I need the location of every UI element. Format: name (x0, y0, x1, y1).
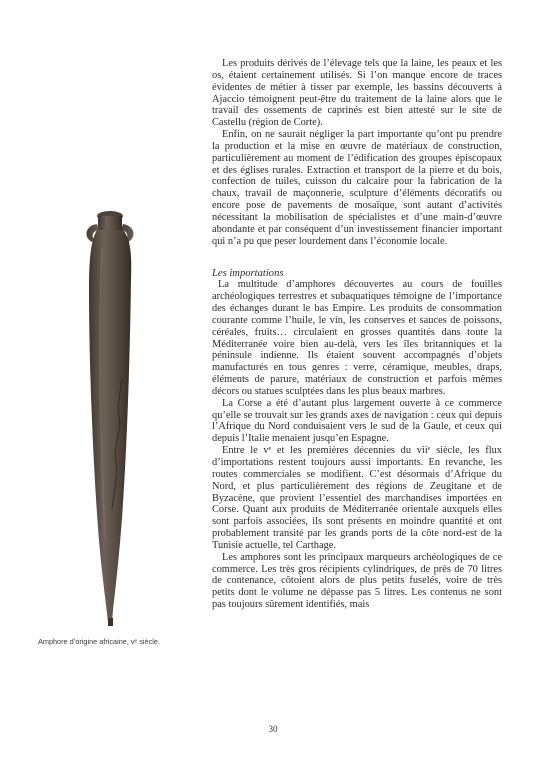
paragraph: Entre le vᵉ et les premières décennies du viiᵉ siècle, les flux d’importations restent toujours aussi importants. En revanche, les routes commerciales se modifient. C’est désormais d’Afrique du Nord, et plus particulièrement des régions de Zeugitane et de Byzacène, que provient l’essentiel des marchandises importées en Corse. Quant aux produits de Méditerranée orientale auxquels elles sont parfois associées, ils sont présents en moindre quantité et ont probablement transité par les grands ports de la côte nord-est de la Tunisie actuelle, tel Carthage. (212, 445, 502, 551)
amphora-image (70, 208, 150, 628)
text-column (212, 58, 502, 611)
page-number: 30 (268, 724, 278, 734)
figure-caption: Amphore d’origine africaine, vᵉ siècle. (38, 637, 160, 646)
amphora-figure (70, 208, 150, 628)
paragraph: La multitude d’amphores découvertes au cours de fouilles archéologiques terrestres et subaquatiques témoigne de l’importance des échanges durant le bas Empire. Les produits de consommation courante comme l’huile, le vin, les conserves et sauces de poissons, céréales, fruits… circulaient en grosses quantités dans toute la Méditerranée voire bien au-delà, vers les îles britanniques et la péninsule indienne. Ils étaient souvent accompagnés d’objets manufacturés en tous genres : verre, céramique, meubles, draps, éléments de parure, matériaux de construction et parfois mêmes décors ou statues sculptées dans les plus beaux marbres. (212, 279, 502, 397)
paragraph: Les amphores sont les principaux marqueurs archéologiques de ce commerce. Les très gros récipients cylindriques, de près de 70 litres de contenance, côtoient alors de plus petits fuselés, voire de très petits dont le volume ne dépasse pas 5 litres. Les contenus ne sont pas toujours sûrement identifiés, mais (212, 551, 502, 611)
paragraph: Les produits dérivés de l’élevage tels que la laine, les peaux et les os, étaient certainement utilisés. Si l’on manque encore de traces évidentes de métier à tisser par exemple, les bassins découverts à Ajaccio témoignent peut-être du traitement de la laine alors que le travail des ossements de caprinés est bien attesté sur le site de Castellu (région de Corte). (212, 58, 502, 129)
paragraph: Enfin, on ne saurait négliger la part importante qu’ont pu prendre la production et la mise en œuvre de matériaux de construction, particulièrement au moment de l’édification des groupes épiscopaux et des églises rurales. Extraction et transport de la pierre et du bois, confection de tuiles, cuisson du calcaire pour la fabrication de la chaux, travail de maçonnerie, sculpture d’éléments décoratifs ou encore pose de pavements de mosaïque, sont autant d’activités nécessitant la mobilisation de spécialistes et d’une main-d’œuvre abondante et par conséquent d’un investissement financier important qui n’a pu que peser lourdement dans l’économie locale. (212, 129, 502, 247)
section-heading: Les importations (212, 267, 284, 279)
paragraph: La Corse a été d’autant plus largement ouverte à ce commerce qu’elle se trouvait sur les grands axes de navigation : ceux qui depuis l’Afrique du Nord conduisaient vers le sud de la Gaule, et ceux qui depuis l’Italie menaient jusqu’en Espagne. (212, 397, 502, 445)
